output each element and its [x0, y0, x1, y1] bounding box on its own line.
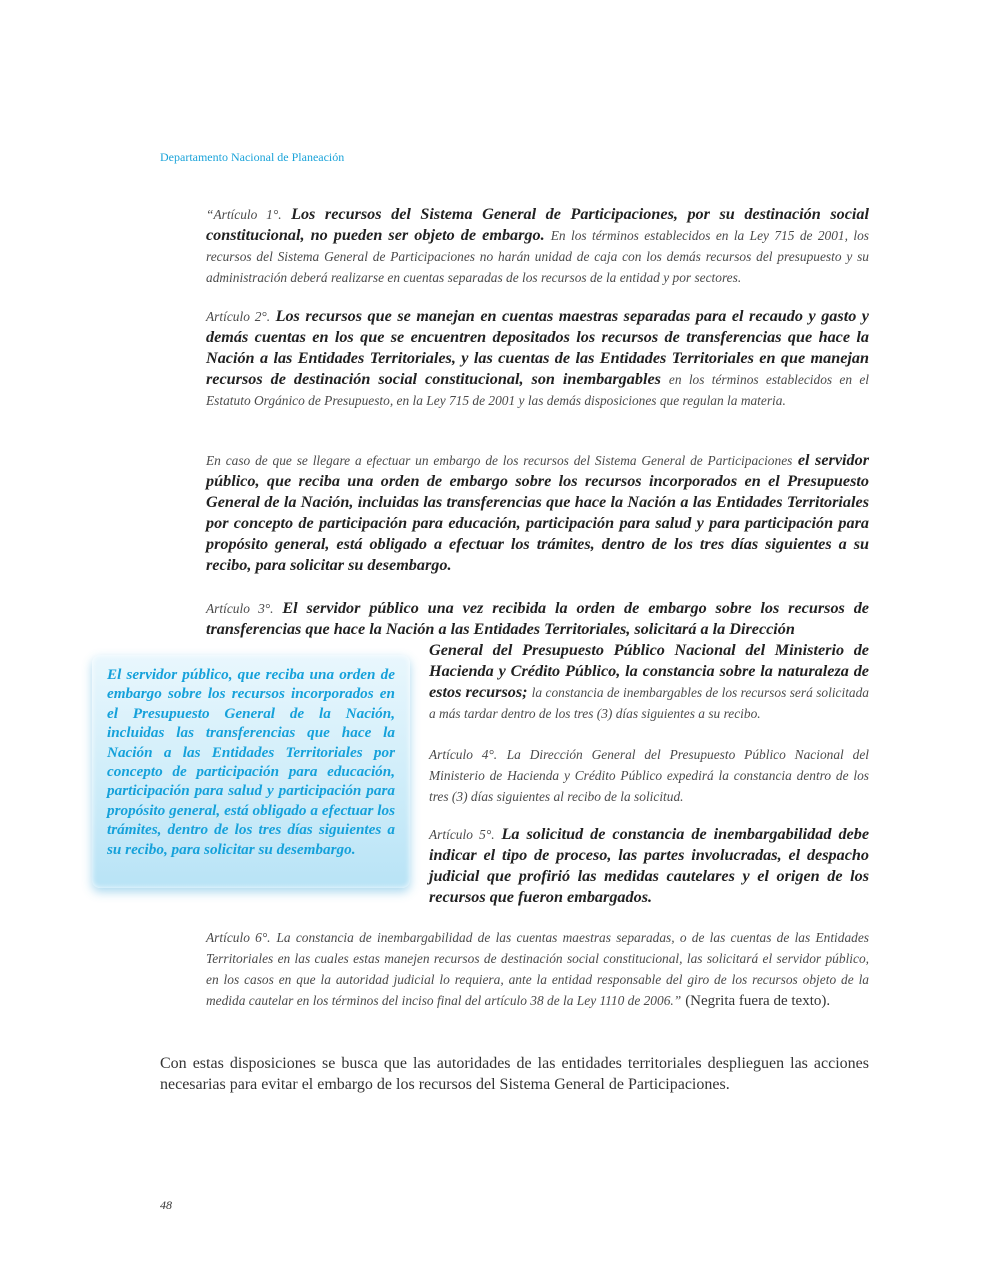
- pull-quote-text: El servidor público, que reciba una orden de embargo sobre los recursos incorporados en el Presupuesto General de la Nación, incluidas las transferencias que hace la Nación a las Entidades Territoriales por concepto de participación para educación, participación para salud y participación para propósito general, está obligado a efectuar los trámites, dentro de los tres días siguientes a su recibo, para solicitar su desembargo.: [107, 666, 395, 858]
- running-header: Departamento Nacional de Planeación: [160, 150, 345, 164]
- article-2b-text: En caso de que se llegare a efectuar un embargo de los recursos del Sistema General de Participaciones: [206, 453, 793, 468]
- article-5-bold: La solicitud de constancia de inembargabilidad debe indicar el tipo de proceso, las partes involucradas, el despacho judicial que profirió las medidas cautelares y el origen de los recursos que fueron embargados.: [429, 825, 870, 906]
- article-6-note: (Negrita fuera de texto).: [685, 993, 831, 1009]
- article-6-label: Artículo 6°.: [206, 930, 271, 945]
- article-2-continuation: [206, 450, 869, 576]
- article-1-text: En los términos establecidos en la Ley 715 de 2001, los recursos del Sistema General de Participaciones no harán unidad de caja con los demás recursos del presupuesto y su administración deberá realizarse en cuentas separadas de los recursos de la entidad y por sectores.: [206, 228, 869, 285]
- article-6-text: La constancia de inembargabilidad de las cuentas maestras separadas, o de las cuentas de las Entidades Territoriales en las cuales estas manejen recursos de destinación social constitucional, las solicitará el servidor público, en los casos en que la autoridad judicial lo requiera, ante la entidad responsable del giro de los recursos objeto de la medida cautelar en los términos del inciso final del artículo 38 de la Ley 1110 de 2006.”: [206, 930, 870, 1008]
- article-3-start: [206, 598, 869, 640]
- article-2-label: Artículo 2°.: [206, 309, 271, 324]
- closing-paragraph: Con estas disposiciones se busca que las autoridades de las entidades territoriales desplieguen las acciones necesarias para evitar el embargo de los recursos del Sistema General de Participaciones.: [160, 1055, 869, 1093]
- article-2-text: en los términos establecidos en el Estatuto Orgánico de Presupuesto, en la Ley 715 de 2001 y las demás disposiciones que regulan la materia.: [206, 372, 869, 408]
- article-3-bold-a: El servidor público una vez recibida la orden de embargo sobre los recursos de transferencias que hace la Nación a las Entidades Territoriales, solicitará a la Dirección: [206, 599, 869, 638]
- article-3-label: Artículo 3°.: [206, 601, 274, 616]
- article-4: [429, 744, 869, 807]
- article-2-bold: Los recursos que se manejan en cuentas maestras separadas para el recaudo y gasto y demás cuentas en los que se encuentren depositados los recursos de transferencias que hace la Nación a las Entidades Territoriales, y las cuentas de las Entidades Territoriales en que manejan recursos de destinación social constitucional, son inembargables: [206, 307, 869, 388]
- article-4-label: Artículo 4°.: [429, 747, 498, 762]
- article-3-bold-b: General del Presupuesto Público Nacional del Ministerio de Hacienda y Crédito Público, la constancia sobre la naturaleza de estos recursos;: [429, 641, 869, 701]
- article-5: [429, 824, 869, 908]
- pull-quote-box: [92, 655, 410, 888]
- article-3-continuation: [429, 640, 869, 724]
- article-1: [206, 204, 869, 288]
- article-2b-bold: el servidor público, que reciba una orden de embargo sobre los recursos incorporados en el Presupuesto General de la Nación, incluidas las transferencias que hace la Nación a las Entidades Territoriales por concepto de participación para educación, participación para salud y para participación para propósito general, está obligado a efectuar los trámites, dentro de los tres días siguientes a su recibo, para solicitar su desembargo.: [206, 451, 870, 574]
- article-5-label: Artículo 5°.: [429, 827, 495, 842]
- article-2: [206, 306, 869, 411]
- article-1-bold: Los recursos del Sistema General de Participaciones, por su destinación social constitucional, no pueden ser objeto de embargo.: [206, 205, 869, 244]
- article-4-text: La Dirección General del Presupuesto Público Nacional del Ministerio de Hacienda y Crédito Público expedirá la constancia dentro de los tres (3) días siguientes al recibo de la solicitud.: [429, 747, 870, 804]
- article-3-text: la constancia de inembargables de los recursos será solicitada a más tardar dentro de los tres (3) días siguientes a su recibo.: [429, 685, 870, 721]
- article-6: [206, 927, 869, 1011]
- page-number: 48: [160, 1198, 172, 1212]
- article-1-label: “Artículo 1°.: [206, 207, 282, 222]
